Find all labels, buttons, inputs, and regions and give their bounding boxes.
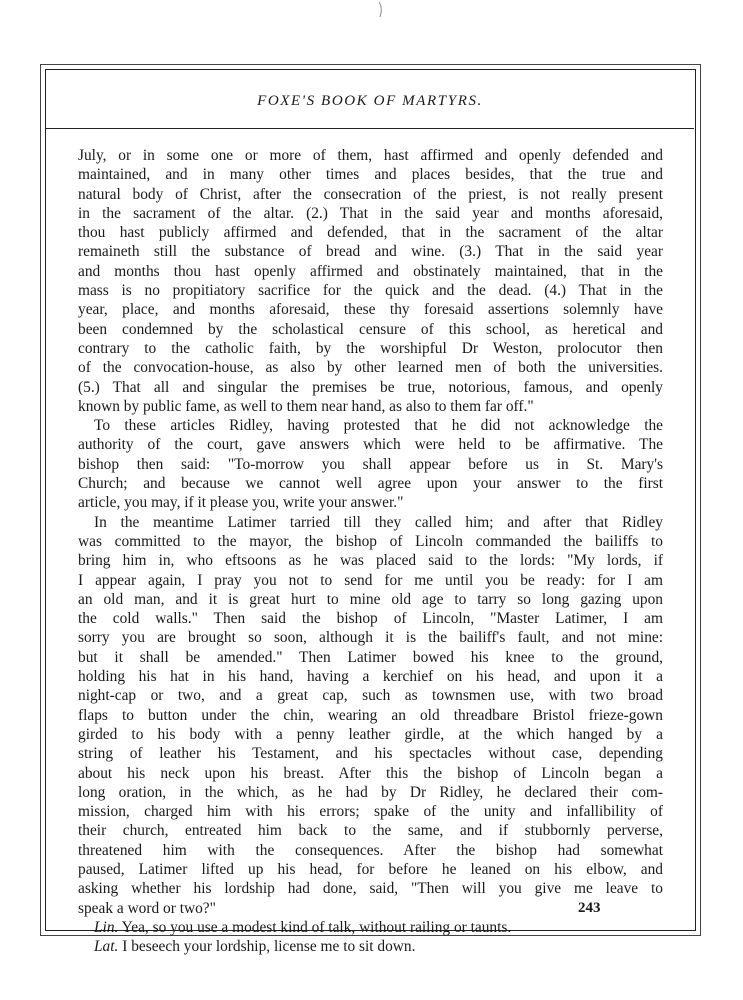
text-line [78,725,663,744]
line-text: To these articles Ridley, having protested that he did not acknowledge the [94,417,663,435]
line-text: about his neck upon his breast. After this the bishop of Lincoln began a [78,764,663,782]
text-line [78,320,663,339]
line-text: long oration, in the which, as he had by Dr Ridley, he declared their com- [78,783,663,801]
line-text: been condemned by the scholastical censure of this school, as heretical and [78,320,663,338]
line-text: mass is no propitiatory sacrifice for the quick and the dead. (4.) That in the [78,282,663,300]
line-text: bishop then said: "To-morrow you shall appear before us in St. Mary's [78,455,663,473]
text-line [78,686,663,705]
text-line [78,358,663,377]
text-line [78,609,663,628]
text-line [78,899,663,918]
text-line [78,667,663,686]
line-text: year, place, and months aforesaid, these thy foresaid assertions solemnly have [78,301,663,319]
text-line [78,937,663,956]
line-text: string of leather his Testament, and his spectacles without case, depending [78,745,663,763]
text-line [78,416,663,435]
text-line [78,262,663,281]
text-line [78,590,663,609]
text-line [78,879,663,898]
text-line [78,378,663,397]
header-rule [46,128,694,129]
text-line [78,571,663,590]
line-text: I beseech your lordship, license me to sit down. [118,938,416,956]
text-line [78,146,663,165]
line-text: speak a word or two?" [78,899,216,917]
line-text: threatened him with the consequences. After the bishop had somewhat [78,841,663,859]
line-text: but it shall be amended." Then Latimer bowed his knee to the ground, [78,648,663,666]
line-text: In the meantime Latimer tarried till they called him; and after that Ridley [94,513,663,531]
page-number: 243 [578,900,601,916]
page-edge-mark [378,2,384,18]
text-line [78,455,663,474]
text-line [78,435,663,454]
line-text: paused, Latimer lifted up his head, for before he leaned on his elbow, and [78,860,663,878]
line-text: in the sacrament of the altar. (2.) That in the said year and months aforesaid, [78,204,663,222]
line-text: girded to his body with a penny leather girdle, at the which hanged by a [78,725,663,743]
line-text: maintained, and in many other times and places besides, that the true and [78,166,663,184]
line-text: authority of the court, gave answers which were held to be affirmative. The [78,436,663,454]
text-line [78,532,663,551]
line-text: thou hast publicly affirmed and defended, that in the sacrament of the altar [78,224,663,242]
line-text: flaps to button under the chin, wearing an old threadbare Bristol frieze-gown [78,706,663,724]
text-line [78,474,663,493]
text-line [78,513,663,532]
running-head: FOXE'S BOOK OF MARTYRS. [257,93,483,109]
text-line [78,223,663,242]
line-text: an old man, and it is great hurt to mine old age to tarry so long gazing upon [78,590,663,608]
text-line [78,628,663,647]
line-text: July, or in some one or more of them, hast affirmed and openly defended and [78,147,663,164]
line-text: was committed to the mayor, the bishop of Lincoln commanded the bailiffs to [78,532,663,550]
line-text: remaineth still the substance of bread and wine. (3.) That in the said year [78,243,663,261]
text-line [78,242,663,261]
line-text: I appear again, I pray you not to send for me until you be ready: for I am [78,571,663,589]
line-text: sorry you are brought so soon, although it is the bailiff's fault, and not mine: [78,629,663,647]
text-line [78,339,663,358]
text-line [78,918,663,937]
line-text: known by public fame, as well to them near hand, as also to them far off." [78,397,534,415]
text-line [78,860,663,879]
line-text: natural body of Christ, after the consecration of the priest, is not really present [78,185,663,203]
text-line [78,185,663,204]
line-text: night-cap or two, and a great cap, such as townsmen use, with two broad [78,687,663,705]
text-line [78,551,663,570]
text-line [78,204,663,223]
text-line [78,493,663,512]
text-line [78,706,663,725]
text-line [78,783,663,802]
line-text: of the convocation-house, as also by other learned men of both the universities. [78,359,663,377]
line-text: Church; and because we cannot well agree upon your answer to the first [78,475,663,493]
text-line [78,841,663,860]
line-text: the cold walls." Then said the bishop of Lincoln, "Master Latimer, I am [78,610,663,628]
line-text: bring him in, who eftsoons as he was placed said to the lords: "My lords, if [78,552,663,570]
line-text: mission, charged him with his errors; spake of the unity and infallibility of [78,803,663,821]
line-text: their church, entreated him back to the same, and if stubbornly perverse, [78,822,663,840]
line-text: contrary to the catholic faith, by the worshipful Dr Weston, prolocutor then [78,339,663,357]
speaker-label: Lat. [94,938,119,956]
line-text: holding his hat in his hand, having a kerchief on his head, and upon it a [78,668,663,686]
text-line [78,802,663,821]
line-text: asking whether his lordship had done, said, "Then will you give me leave to [78,880,663,898]
text-line [78,165,663,184]
text-line [78,397,663,416]
line-text: (5.) That all and singular the premises be true, notorious, famous, and openly [78,378,663,396]
text-line [78,744,663,763]
text-line [78,648,663,667]
text-line [78,281,663,300]
text-line [78,821,663,840]
line-text: and months thou hast openly affirmed and obstinately maintained, that in the [78,262,663,280]
text-line [78,300,663,319]
text-line [78,764,663,783]
speaker-label: Lin. [94,918,119,936]
body-text [78,146,663,956]
line-text: article, you may, if it please you, write your answer." [78,494,404,512]
line-text: Yea, so you use a modest kind of talk, without railing or taunts. [118,918,512,936]
